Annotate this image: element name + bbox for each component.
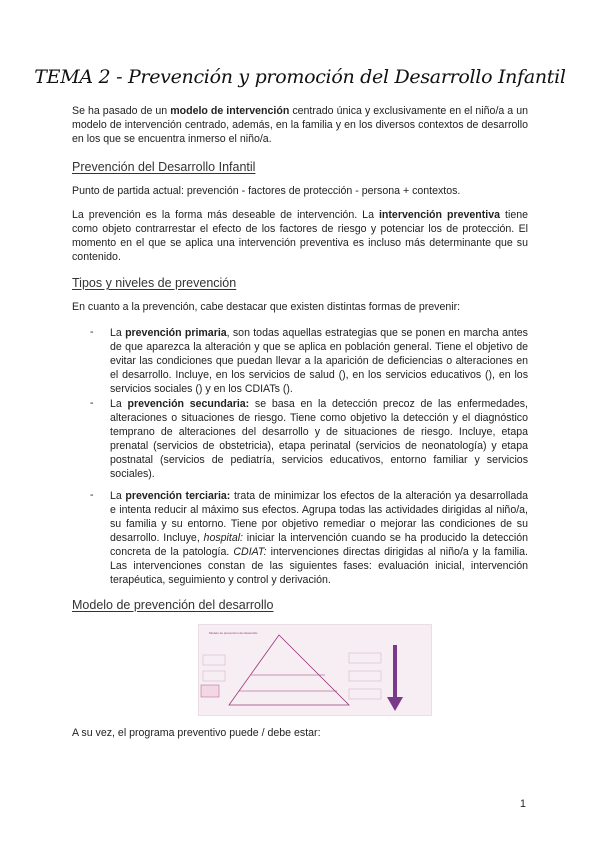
section-heading-tipos: Tipos y niveles de prevención	[72, 276, 237, 290]
item-text: La	[110, 490, 126, 502]
label-box	[203, 655, 225, 665]
section1-paragraph-2	[72, 208, 528, 264]
figure-caption-text: Modelo de prevención del desarrollo	[209, 631, 258, 635]
section3-after-figure: A su vez, el programa preventivo puede / debe estar:	[72, 727, 321, 739]
item-italic: hospital:	[203, 532, 244, 544]
item-text: La	[110, 398, 128, 410]
label-box	[349, 671, 381, 681]
item-text: La	[110, 327, 126, 339]
label-box	[349, 653, 381, 663]
label-box-highlight	[201, 685, 219, 697]
list-item-secundaria	[110, 397, 528, 481]
item-bold: prevención secundaria:	[127, 398, 250, 410]
document-title: TEMA 2 - Prevención y promoción del Desarrollo Infantil	[34, 66, 566, 88]
intro-text-end: centrado única y exclusivamente en el niño/a a un modelo de intervención centrado, además, en la familia y en los diversos contextos de desarrollo en los que se encuentra inmerso el niño/a.	[72, 105, 529, 145]
intro-bold: modelo de intervención	[170, 105, 290, 117]
label-box	[203, 671, 225, 681]
intro-text: Se ha pasado de un	[72, 105, 171, 117]
section-heading-modelo: Modelo de prevención del desarrollo	[72, 598, 274, 612]
item-bold: prevención primaria	[125, 327, 227, 339]
p2-text-end: tiene como objeto contrarrestar el efecto de los factores de riesgo y potenciar los de protección. El momento en el que se aplica una intervención preventiva es incluso más determinante que su contenido.	[72, 209, 528, 263]
intro-paragraph	[72, 104, 528, 146]
list-item-terciaria	[110, 489, 528, 587]
list-dash: -	[90, 326, 94, 338]
item-text: trata de minimizar los efectos de la alteración ya desarrollada e intenta reducir al máximo sus efectos. Agrupa todas las actividades dirigidas al niño/a, su familia y su entorno. Tiene por objetivo remediar o mejorar las condiciones de su desarrollo. Incluye,	[110, 490, 529, 544]
section1-paragraph-1: Punto de partida actual: prevención - factores de protección - persona + contextos.	[72, 185, 461, 197]
section-heading-prevencion: Prevención del Desarrollo Infantil	[72, 160, 256, 174]
pyramid-diagram	[199, 625, 431, 715]
arrow-head	[387, 697, 403, 711]
item-italic: CDIAT:	[233, 546, 267, 558]
item-text-end: intervenciones directas dirigidas al niño/a y la familia. Las intervenciones constan de las siguientes fases: evaluación inicial, intervención terapéutica, seguimiento y control y derivación.	[110, 546, 528, 586]
item-text: iniciar la intervención cuando se ha producido la detección concreta de la patología.	[110, 532, 528, 558]
prevention-model-figure	[198, 624, 432, 716]
section2-intro: En cuanto a la prevención, cabe destacar que existen distintas formas de prevenir:	[72, 301, 461, 313]
item-text-end: , son todas aquellas estrategias que se ponen en marcha antes de que aparezca la alteración y que se aplica en población general. Tiene el objetivo de evitar las condiciones que puedan llevar a la aparición de deficiencias o alteraciones en el desarrollo. Incluye, en los servicios de salud (), en los servicios educativos (), en los servicios sociales () y en los CDIATs ().	[110, 327, 528, 395]
list-dash: -	[90, 397, 94, 409]
list-dash: -	[90, 489, 94, 501]
label-box	[349, 689, 381, 699]
page-number: 1	[520, 798, 526, 810]
item-bold: prevención terciaria:	[125, 490, 231, 502]
p2-bold: intervención preventiva	[378, 209, 500, 221]
list-item-primaria	[110, 326, 528, 396]
pyramid-shape	[229, 635, 349, 705]
p2-text: La prevención es la forma más deseable de intervención. La	[72, 209, 379, 221]
item-text-end: se basa en la detección precoz de las enfermedades, alteraciones o situaciones de riesgo. Tiene como objetivo la detección y el diagnóstico temprano de alteraciones del desarrollo y de situaciones de riesgo. Incluye, etapa prenatal (servicios de obstetricia), etapa perinatal (servicios de neonatología) y etapa postnatal (servicios de pediatría, servicios educativos, entorno familiar y servicios sociales).	[110, 398, 528, 480]
